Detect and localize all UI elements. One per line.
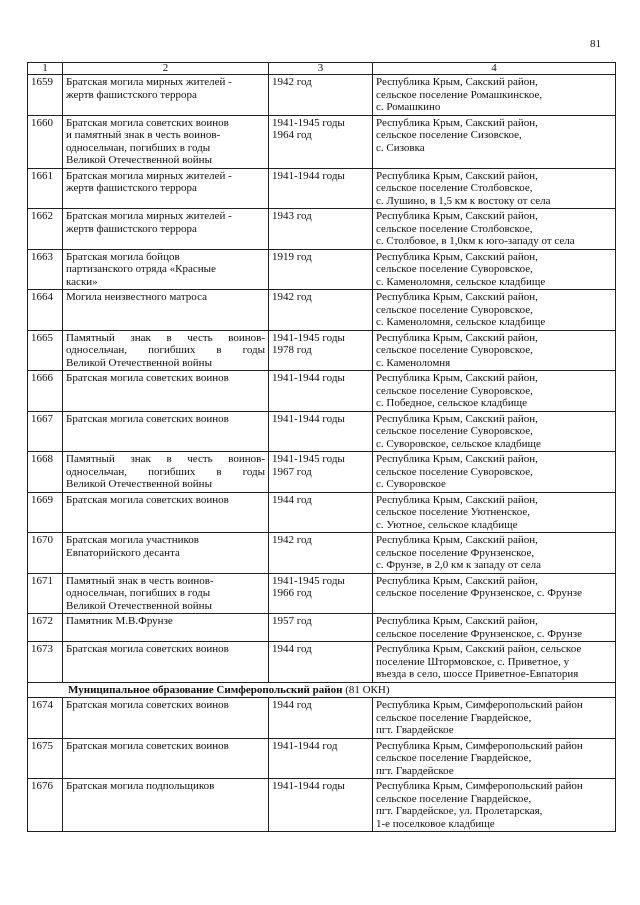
- cell-line: 1941-1944 год: [272, 739, 338, 752]
- date-cell: [269, 75, 373, 116]
- cell-line: 1957 год: [272, 615, 312, 627]
- object-name-cell: [63, 168, 269, 209]
- object-name-cell: [63, 452, 269, 493]
- cell-line: сельское поселение Фрунзенское, с. Фрунзе: [376, 587, 582, 599]
- cell-line: 1-е поселковое кладбище: [376, 817, 495, 830]
- table-body-sak: [28, 75, 616, 683]
- date-cell: [269, 779, 373, 832]
- cell-line: с. Каменоломня: [376, 356, 451, 369]
- location-cell: [373, 411, 616, 452]
- cell-line: с. Каменоломня, сельское кладбище: [376, 275, 546, 288]
- location-cell: [373, 779, 616, 832]
- object-name-cell: [63, 614, 269, 642]
- cell-line: 1964 год: [272, 129, 312, 141]
- cell-line: односельчан, погибших в годы: [66, 465, 265, 478]
- cell-line: Памятный знак в честь воинов-: [66, 453, 265, 465]
- location-cell: [373, 698, 616, 739]
- date-cell: [269, 573, 373, 614]
- row-number-cell: 1669: [28, 492, 63, 533]
- cell-line: Могила неизвестного матроса: [66, 291, 207, 303]
- cell-line: Великой Отечественной войны: [66, 478, 212, 490]
- cell-line: Республика Крым, Симферопольский район: [376, 739, 583, 752]
- cell-line: Братская могила бойцов: [66, 250, 180, 263]
- table-row: [28, 330, 616, 371]
- cell-line: с. Уютное, сельское кладбище: [376, 518, 518, 531]
- location-cell: [373, 75, 616, 116]
- cell-line: пгт. Гвардейское, ул. Пролетарская,: [376, 805, 543, 817]
- cell-line: сельское поселение Суворовское,: [376, 263, 533, 275]
- cell-line: пгт. Гвардейское: [376, 724, 454, 736]
- row-number-cell: 1662: [28, 209, 63, 250]
- cell-line: 1941-1944 годы: [272, 412, 345, 425]
- column-header-3: 3: [269, 63, 373, 75]
- column-header-2: 2: [63, 63, 269, 75]
- cell-line: Республика Крым, Сакский район,: [376, 493, 538, 506]
- object-name-cell: [63, 533, 269, 574]
- cell-line: Братская могила участников: [66, 534, 199, 546]
- cell-line: с. Фрунзе, в 2,0 км к западу от села: [376, 559, 542, 571]
- table-row: [28, 209, 616, 250]
- page-number: 81: [590, 38, 601, 50]
- location-cell: [373, 209, 616, 250]
- table-row: [28, 75, 616, 116]
- cell-line: сельское поселение Фрунзенское, с. Фрунзе: [376, 627, 582, 640]
- cell-line: пгт. Гвардейское: [376, 764, 454, 777]
- cell-line: с. Каменоломня, сельское кладбище: [376, 316, 546, 328]
- date-cell: [269, 115, 373, 168]
- cell-line: Братская могила мирных жителей -: [66, 210, 232, 222]
- cell-line: Республика Крым, Сакский район,: [376, 534, 538, 546]
- cell-line: Братская могила советских воинов: [66, 493, 229, 506]
- cell-line: Братская могила советских воинов: [66, 372, 229, 384]
- row-number-cell: 1672: [28, 614, 63, 642]
- object-name-cell: [63, 115, 269, 168]
- cell-line: сельское поселение Сизовское,: [376, 129, 522, 141]
- location-cell: [373, 573, 616, 614]
- table-body-simferopol: [28, 698, 616, 832]
- row-number-cell: 1674: [28, 698, 63, 739]
- object-name-cell: [63, 290, 269, 331]
- row-number-cell: 1670: [28, 533, 63, 574]
- cell-line: Великой Отечественной войны: [66, 599, 212, 612]
- cell-line: 1944 год: [272, 493, 312, 506]
- table-row: [28, 533, 616, 574]
- cell-line: и памятный знак в честь воинов-: [66, 129, 221, 141]
- object-name-cell: [63, 209, 269, 250]
- cell-line: жертв фашистского террора: [66, 88, 197, 101]
- location-cell: [373, 533, 616, 574]
- location-cell: [373, 371, 616, 412]
- section-row: [28, 682, 616, 698]
- cell-line: сельское поселение Гвардейское,: [376, 752, 532, 764]
- cell-line: односельчан, погибших в годы: [66, 344, 265, 356]
- date-cell: [269, 290, 373, 331]
- row-number-cell: 1666: [28, 371, 63, 412]
- object-name-cell: [63, 779, 269, 832]
- cell-line: Республика Крым, Симферопольский район: [376, 699, 583, 711]
- heritage-registry-table: [27, 62, 616, 832]
- table-row: [28, 698, 616, 739]
- cell-line: сельское поселение Ромашкинское,: [376, 88, 543, 101]
- date-cell: [269, 492, 373, 533]
- cell-line: партизанского отряда «Красные: [66, 263, 216, 275]
- object-name-cell: [63, 330, 269, 371]
- cell-line: с. Столбовое, в 1,0км к юго-западу от села: [376, 235, 575, 247]
- table-row: [28, 290, 616, 331]
- object-name-cell: [63, 249, 269, 290]
- cell-line: Республика Крым, Сакский район,: [376, 116, 538, 129]
- cell-line: жертв фашистского террора: [66, 222, 197, 235]
- cell-line: сельское поселение Гвардейское,: [376, 792, 532, 805]
- cell-line: Республика Крым, Сакский район,: [376, 76, 538, 88]
- row-number-cell: 1660: [28, 115, 63, 168]
- cell-line: Республика Крым, Сакский район, сельское: [376, 643, 582, 655]
- cell-line: с. Сизовка: [376, 141, 425, 154]
- cell-line: с. Ромашкино: [376, 101, 441, 113]
- object-name-cell: [63, 642, 269, 683]
- cell-line: сельское поселение Столбовское,: [376, 222, 533, 235]
- cell-line: сельское поселение Уютненское,: [376, 506, 530, 518]
- cell-line: Братская могила мирных жителей -: [66, 76, 232, 88]
- date-cell: [269, 249, 373, 290]
- cell-line: Братская могила советских воинов: [66, 116, 229, 129]
- location-cell: [373, 642, 616, 683]
- row-number-cell: 1671: [28, 573, 63, 614]
- cell-line: Республика Крым, Сакский район,: [376, 574, 538, 587]
- cell-line: Братская могила подпольщиков: [66, 780, 215, 792]
- cell-line: 1941-1945 годы: [272, 331, 345, 344]
- cell-line: 1941-1945 годы: [272, 574, 345, 587]
- cell-line: 1942 год: [272, 76, 312, 88]
- cell-line: 1941-1944 годы: [272, 780, 345, 792]
- cell-line: Республика Крым, Сакский район,: [376, 250, 538, 263]
- cell-line: с. Суворовское: [376, 478, 446, 490]
- cell-line: Республика Крым, Сакский район,: [376, 291, 538, 303]
- location-cell: [373, 492, 616, 533]
- cell-line: Республика Крым, Сакский район,: [376, 210, 538, 222]
- object-name-cell: [63, 411, 269, 452]
- table-row: [28, 168, 616, 209]
- date-cell: [269, 411, 373, 452]
- cell-line: Братская могила советских воинов: [66, 643, 229, 655]
- cell-line: 1967 год: [272, 465, 312, 478]
- cell-line: сельское поселение Суворовское,: [376, 465, 533, 478]
- table-row: [28, 115, 616, 168]
- cell-line: Великой Отечественной войны: [66, 154, 212, 166]
- cell-line: 1942 год: [272, 291, 312, 303]
- object-name-cell: [63, 573, 269, 614]
- cell-line: 1943 год: [272, 210, 312, 222]
- cell-line: с. Лушино, в 1,5 км к востоку от села: [376, 194, 551, 207]
- object-name-cell: [63, 738, 269, 779]
- table-row: [28, 371, 616, 412]
- date-cell: [269, 738, 373, 779]
- cell-line: Памятник М.В.Фрунзе: [66, 615, 173, 627]
- cell-line: Братская могила советских воинов: [66, 412, 229, 425]
- cell-line: 1944 год: [272, 643, 312, 655]
- date-cell: [269, 330, 373, 371]
- location-cell: [373, 115, 616, 168]
- section-header: [28, 682, 616, 698]
- cell-line: с. Победное, сельское кладбище: [376, 397, 528, 409]
- section-count: (81 ОКН): [345, 683, 390, 696]
- cell-line: 1941-1945 годы: [272, 453, 345, 465]
- cell-line: Братская могила мирных жителей -: [66, 169, 232, 182]
- table-row: [28, 779, 616, 832]
- date-cell: [269, 371, 373, 412]
- cell-line: въезда в село, шоссе Приветное-Евпатория: [376, 668, 579, 680]
- date-cell: [269, 533, 373, 574]
- cell-line: Братская могила советских воинов: [66, 699, 229, 711]
- cell-line: сельское поселение Суворовское,: [376, 425, 533, 437]
- row-number-cell: 1664: [28, 290, 63, 331]
- cell-line: сельское поселение Суворовское,: [376, 303, 533, 316]
- table-header: [28, 63, 616, 75]
- table-row: [28, 411, 616, 452]
- cell-line: 1919 год: [272, 250, 312, 263]
- section-cell: [28, 682, 616, 698]
- cell-line: 1941-1945 годы: [272, 116, 345, 129]
- object-name-cell: [63, 371, 269, 412]
- location-cell: [373, 614, 616, 642]
- column-header-4: 4: [373, 63, 616, 75]
- location-cell: [373, 452, 616, 493]
- row-number-cell: 1665: [28, 330, 63, 371]
- cell-line: Памятный знак в честь воинов-: [66, 331, 265, 344]
- location-cell: [373, 738, 616, 779]
- cell-line: Евпаторийского десанта: [66, 546, 180, 559]
- section-title: Муниципальное образование Симферопольский район: [68, 683, 343, 696]
- cell-line: сельское поселение Столбовское,: [376, 182, 533, 194]
- row-number-cell: 1667: [28, 411, 63, 452]
- cell-line: 1941-1944 годы: [272, 169, 345, 182]
- table-row: [28, 492, 616, 533]
- object-name-cell: [63, 492, 269, 533]
- cell-line: с. Суворовское, сельское кладбище: [376, 437, 541, 450]
- cell-line: Республика Крым, Сакский район,: [376, 453, 538, 465]
- cell-line: каски»: [66, 275, 98, 288]
- cell-line: Республика Крым, Симферопольский район: [376, 780, 583, 792]
- cell-line: сельское поселение Суворовское,: [376, 384, 533, 397]
- cell-line: 1944 год: [272, 699, 312, 711]
- location-cell: [373, 290, 616, 331]
- cell-line: поселение Штормовское, с. Приветное, у: [376, 655, 570, 668]
- cell-line: сельское поселение Гвардейское,: [376, 711, 532, 724]
- date-cell: [269, 168, 373, 209]
- table-row: [28, 614, 616, 642]
- row-number-cell: 1659: [28, 75, 63, 116]
- table-row: [28, 642, 616, 683]
- date-cell: [269, 614, 373, 642]
- cell-line: 1942 год: [272, 534, 312, 546]
- column-number-row: [28, 63, 616, 75]
- cell-line: 1966 год: [272, 587, 312, 599]
- row-number-cell: 1676: [28, 779, 63, 832]
- cell-line: Республика Крым, Сакский район,: [376, 372, 538, 384]
- cell-line: Республика Крым, Сакский район,: [376, 169, 538, 182]
- date-cell: [269, 452, 373, 493]
- cell-line: сельское поселение Фрунзенское,: [376, 546, 535, 559]
- table-row: [28, 738, 616, 779]
- row-number-cell: 1663: [28, 249, 63, 290]
- column-header-1: 1: [28, 63, 63, 75]
- cell-line: Республика Крым, Сакский район,: [376, 412, 538, 425]
- cell-line: Великой Отечественной войны: [66, 356, 212, 369]
- date-cell: [269, 209, 373, 250]
- cell-line: жертв фашистского террора: [66, 182, 197, 194]
- row-number-cell: 1675: [28, 738, 63, 779]
- cell-line: Памятный знак в честь воинов-: [66, 574, 214, 587]
- row-number-cell: 1668: [28, 452, 63, 493]
- date-cell: [269, 642, 373, 683]
- object-name-cell: [63, 75, 269, 116]
- location-cell: [373, 249, 616, 290]
- row-number-cell: 1673: [28, 642, 63, 683]
- cell-line: 1978 год: [272, 344, 312, 356]
- date-cell: [269, 698, 373, 739]
- cell-line: Братская могила советских воинов: [66, 739, 229, 752]
- table-row: [28, 249, 616, 290]
- cell-line: 1941-1944 годы: [272, 372, 345, 384]
- location-cell: [373, 330, 616, 371]
- cell-line: сельское поселение Суворовское,: [376, 344, 533, 356]
- location-cell: [373, 168, 616, 209]
- cell-line: односельчан, погибших в годы: [66, 141, 211, 154]
- object-name-cell: [63, 698, 269, 739]
- cell-line: Республика Крым, Сакский район,: [376, 331, 538, 344]
- table-row: [28, 452, 616, 493]
- row-number-cell: 1661: [28, 168, 63, 209]
- cell-line: односельчан, погибших в годы: [66, 587, 211, 599]
- cell-line: Республика Крым, Сакский район,: [376, 615, 538, 627]
- table-row: [28, 573, 616, 614]
